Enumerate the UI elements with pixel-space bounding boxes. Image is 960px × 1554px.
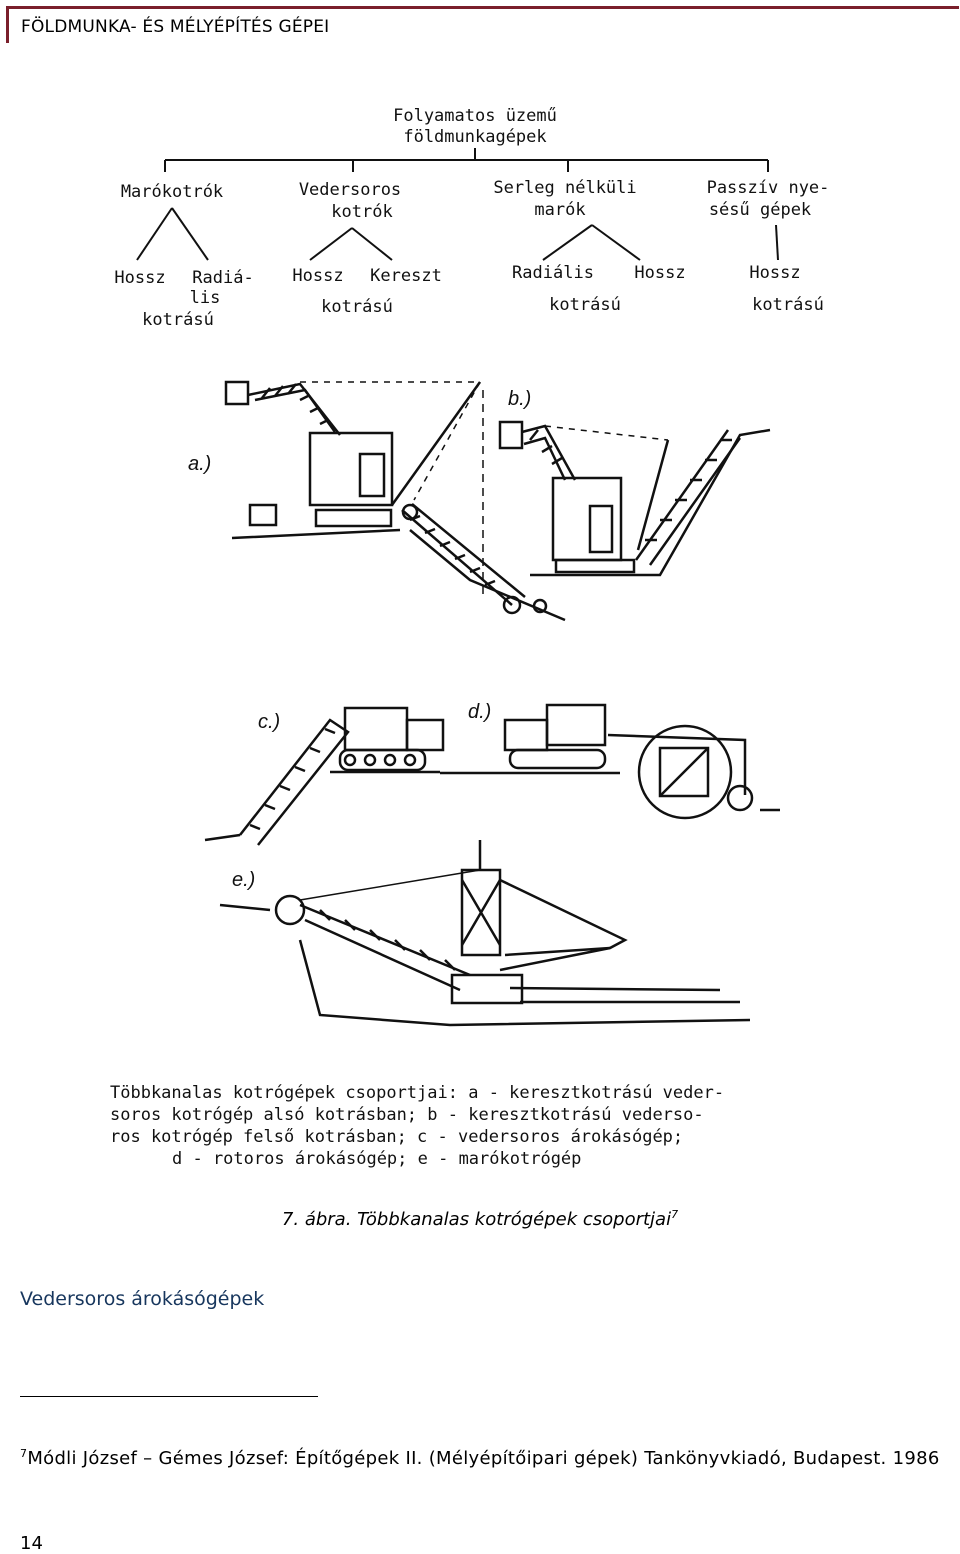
- legend-line2: soros kotrógép alsó kotrásban; b - keresztkotrású vederso-: [110, 1105, 704, 1125]
- branch-serleg-line2: marók: [534, 200, 586, 220]
- branch-vedersoros-line1: Vedersoros: [298, 180, 402, 200]
- leaf-radia: Radiá-: [192, 268, 254, 288]
- caption-footnote-ref: 7: [671, 1208, 679, 1221]
- footnote-marker: 7: [20, 1447, 28, 1460]
- footnote-separator: [20, 1396, 318, 1397]
- branch-vedersoros-line2: kotrók: [331, 202, 393, 222]
- leaf-hossz-1: Hossz: [114, 268, 166, 288]
- drawing-a-machine: [226, 382, 565, 620]
- leaf-kereszt: Kereszt: [370, 266, 442, 286]
- leaf-hossz-4: Hossz: [749, 263, 801, 283]
- label-c: c.): [258, 711, 281, 733]
- drawing-c-machine: [205, 708, 443, 845]
- tree-root-line2: földmunkagépek: [403, 127, 547, 147]
- branch-serleg-line1: Serleg nélküli: [493, 178, 637, 198]
- leaf-kotrasu-4: kotrású: [752, 295, 824, 315]
- footnote: [20, 1438, 956, 1475]
- leaf-kotrasu-2: kotrású: [321, 297, 393, 317]
- figure-7: [0, 60, 960, 1200]
- drawing-b-machine: [500, 422, 770, 575]
- legend-line4: d - rotoros árokásógép; e - marókotrógép: [172, 1149, 582, 1169]
- leaf-kotrasu-3: kotrású: [549, 295, 621, 315]
- page-header: [6, 6, 959, 43]
- legend-line1: Többkanalas kotrógépek csoportjai: a - keresztkotrású veder-: [110, 1083, 725, 1103]
- figure-legend: [110, 1083, 724, 1169]
- figure-caption: [0, 1208, 960, 1230]
- caption-text: 7. ábra. Többkanalas kotrógépek csoportjai: [281, 1209, 672, 1230]
- legend-line3: ros kotrógép felső kotrásban; c - vedersoros árokásógép;: [110, 1127, 684, 1147]
- branch-passziv-line2: sésű gépek: [708, 200, 812, 220]
- label-a: a.): [188, 453, 212, 475]
- label-d: d.): [468, 701, 492, 723]
- label-b: b.): [508, 388, 532, 410]
- leaf-lis: lis: [189, 288, 221, 308]
- drawing-e-machine: [220, 840, 750, 1025]
- leaf-hossz-2: Hossz: [292, 266, 344, 286]
- header-title: FÖLDMUNKA- ÉS MÉLYÉPÍTÉS GÉPEI: [21, 17, 330, 37]
- leaf-hossz-3: Hossz: [634, 263, 686, 283]
- leaf-kotrasu-1: kotrású: [142, 310, 214, 330]
- page-number: 14: [20, 1533, 43, 1554]
- label-e: e.): [232, 869, 256, 891]
- branch-marokotrok: Marókotrók: [120, 182, 224, 202]
- tree-connectors: [137, 148, 778, 260]
- section-title: Vedersoros árokásógépek: [20, 1288, 265, 1310]
- tree-root-line1: Folyamatos üzemű: [393, 106, 557, 126]
- branch-passziv-line1: Passzív nye-: [706, 178, 830, 198]
- leaf-radialis: Radiális: [512, 263, 594, 283]
- footnote-text: Módli József – Gémes József: Építőgépek II. (Mélyépítőipari gépek) Tankönyvkiadó, Budapest. 1986: [27, 1448, 940, 1469]
- classification-tree: [114, 106, 829, 330]
